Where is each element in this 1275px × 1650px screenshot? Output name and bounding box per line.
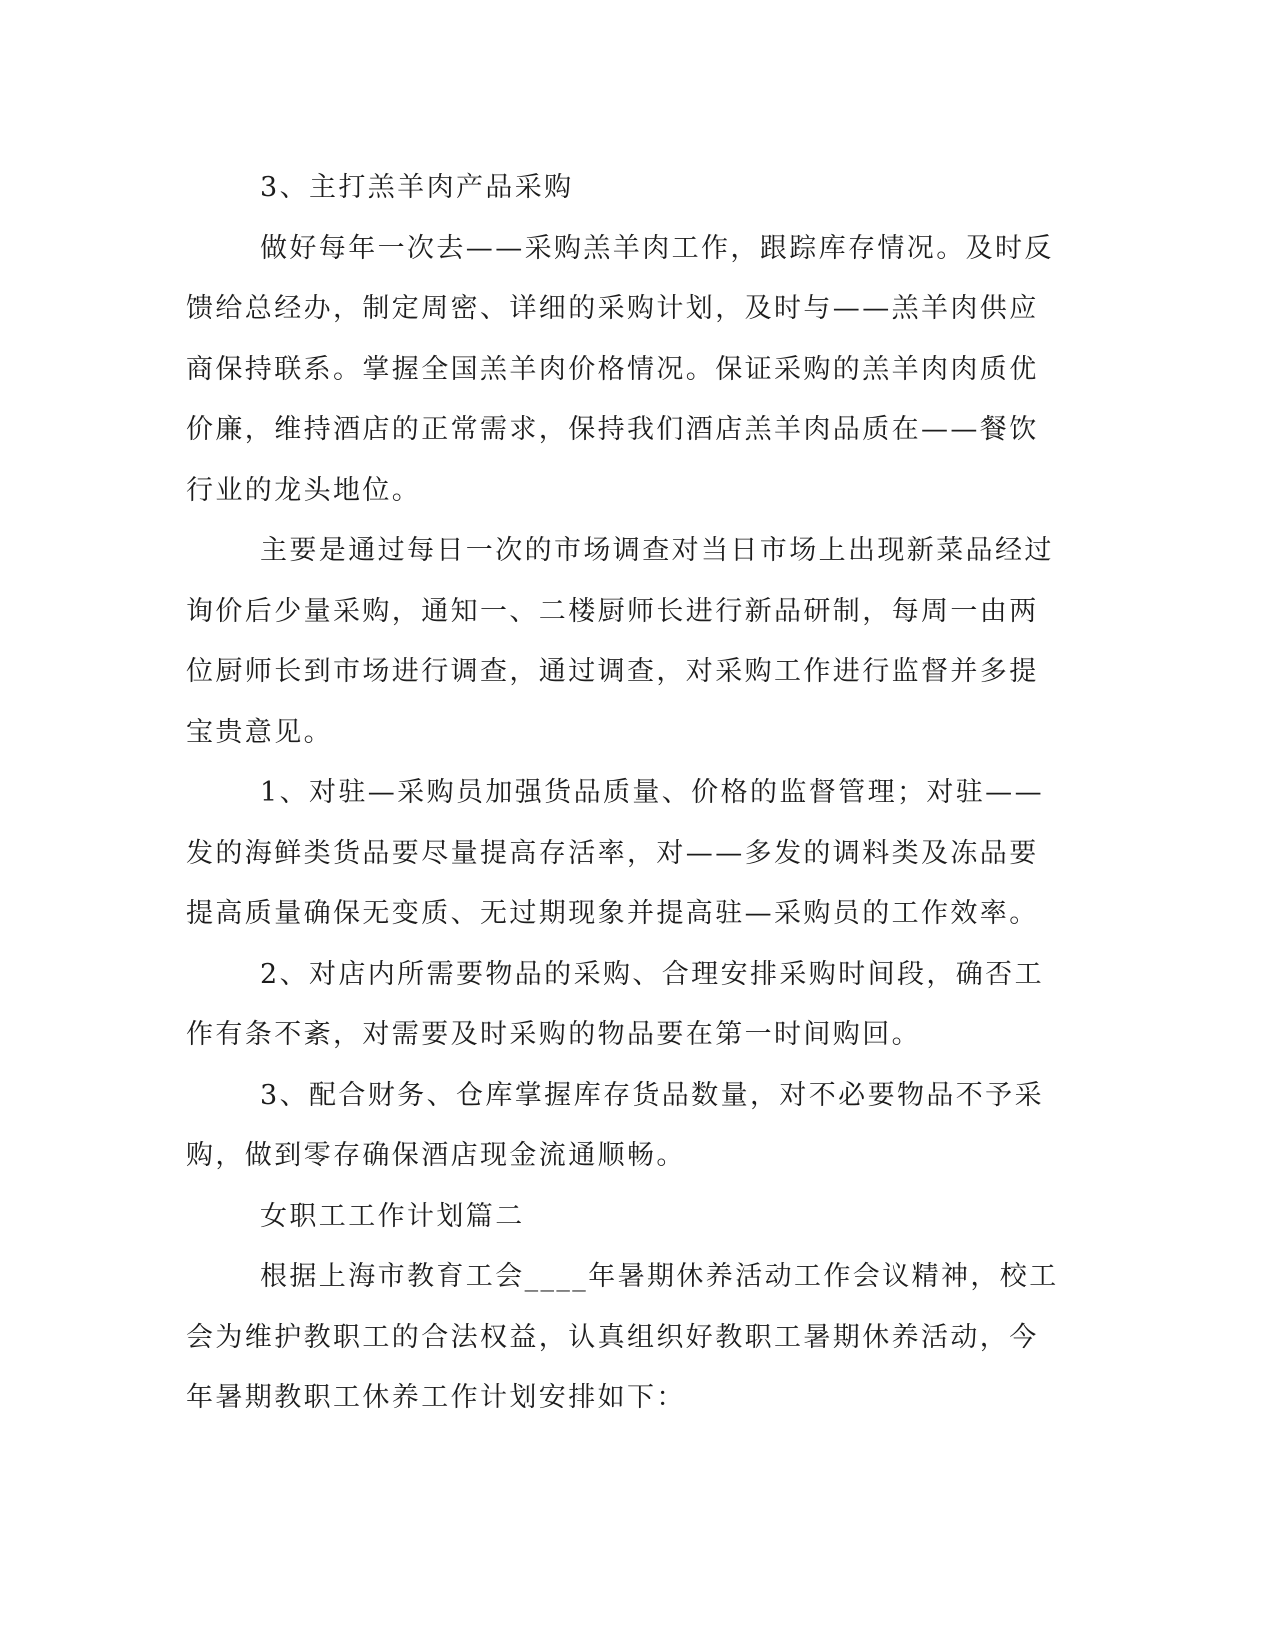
document-body — [186, 158, 1066, 1429]
list-item-3: 3、配合财务、仓库掌握库存货品数量，对不必要物品不予采购，做到零存确保酒店现金流通顺畅。 — [186, 1079, 1044, 1171]
list-item-2: 2、对店内所需要物品的采购、合理安排采购时间段，确否工作有条不紊，对需要及时采购的物品要在第一时间购回。 — [186, 958, 1044, 1050]
section-heading-lamb-procurement: 3、主打羔羊肉产品采购 — [260, 172, 574, 203]
paragraph-summer-rest-plan: 根据上海市教育工会____年暑期休养活动工作会议精神，校工会为维护教职工的合法权益，认真组织好教职工暑期休养活动，今年暑期教职工休养工作计划安排如下： — [186, 1261, 1059, 1413]
section-title-part-two: 女职工工作计划篇二 — [260, 1200, 525, 1232]
list-item-1: 1、对驻—采购员加强货品质量、价格的监督管理；对驻——发的海鲜类货品要尽量提高存活率，对——多发的调料类及冻品要提高质量确保无变质、无过期现象并提高驻—采购员的工作效率。 — [186, 777, 1044, 929]
paragraph-market-survey: 主要是通过每日一次的市场调查对当日市场上出现新菜品经过询价后少量采购，通知一、二楼厨师长进行新品研制，每周一由两位厨师长到市场进行调查，通过调查，对采购工作进行监督并多提宝贵意见。 — [186, 535, 1054, 748]
paragraph-lamb-procurement: 做好每年一次去——采购羔羊肉工作，跟踪库存情况。及时反馈给总经办，制定周密、详细的采购计划，及时与——羔羊肉供应商保持联系。掌握全国羔羊肉价格情况。保证采购的羔羊肉肉质优价廉，维持酒店的正常需求，保持我们酒店羔羊肉品质在——餐饮行业的龙头地位。 — [186, 232, 1054, 506]
